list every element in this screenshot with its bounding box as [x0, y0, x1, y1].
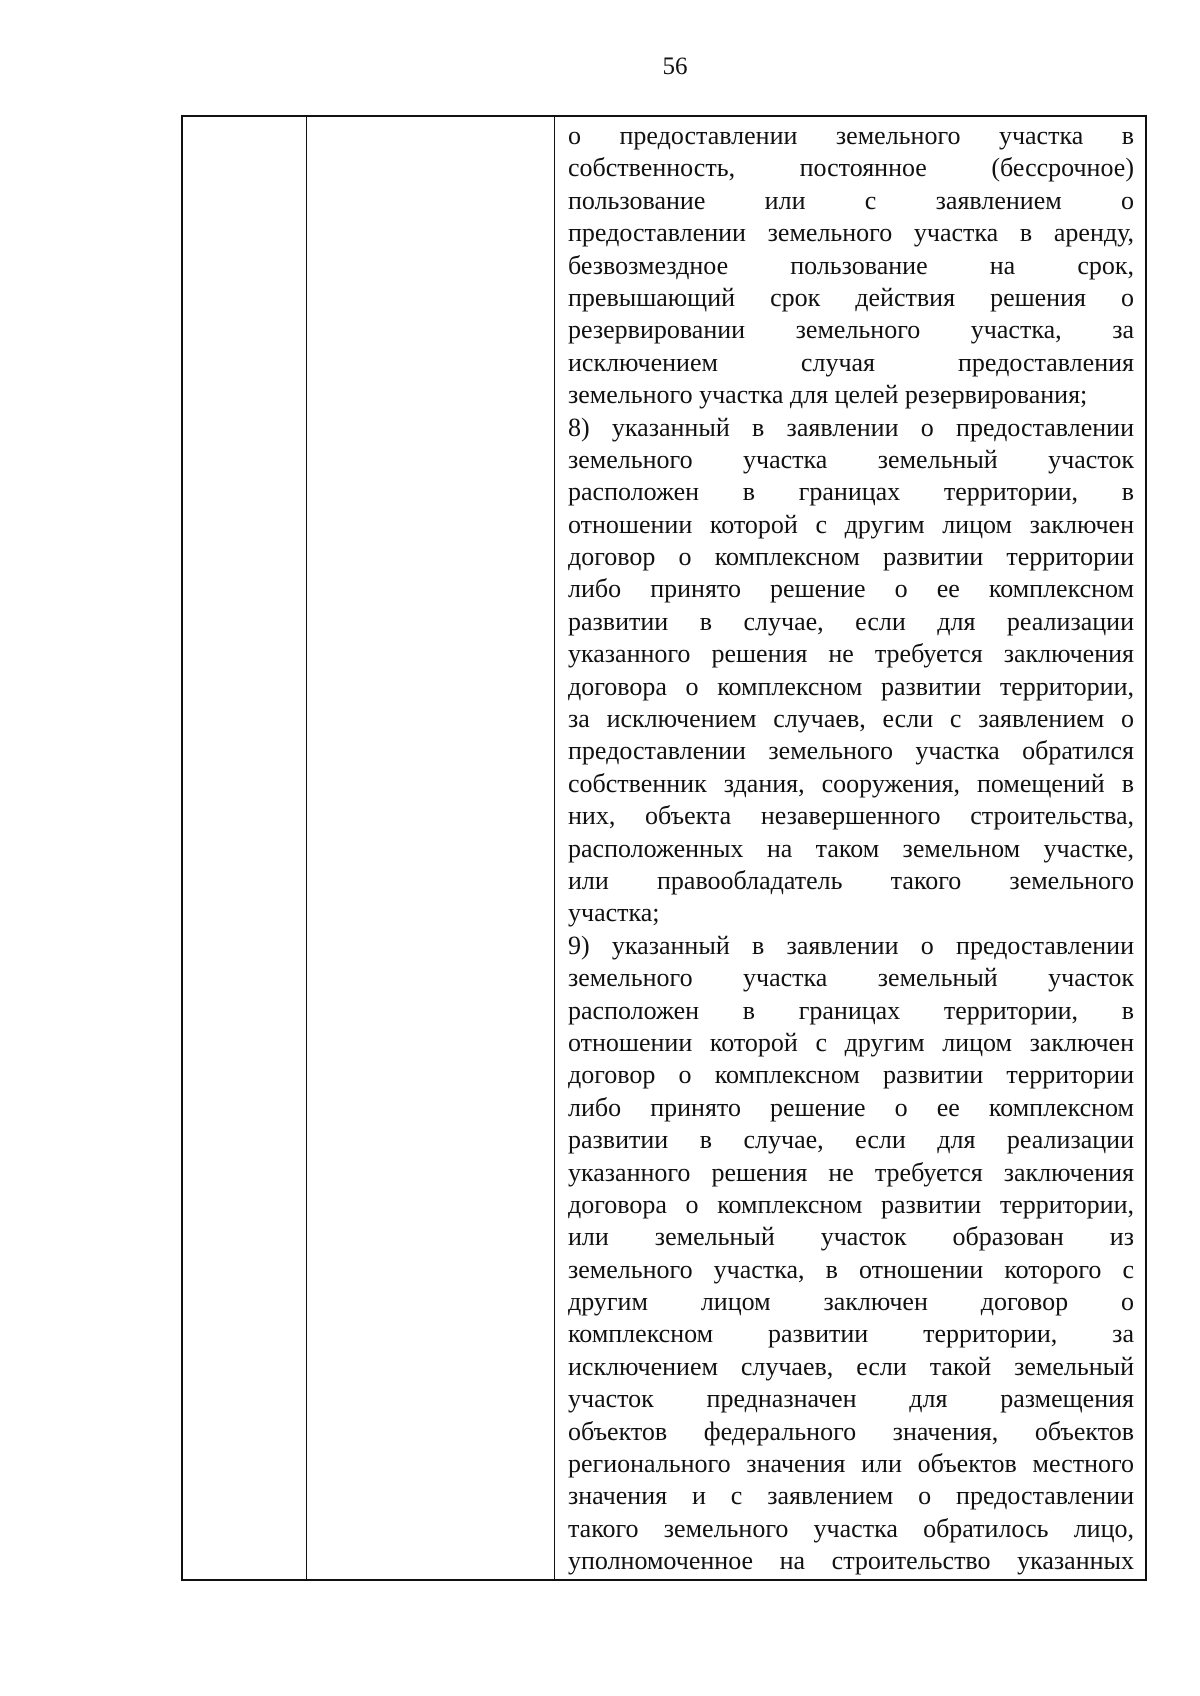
- text-line: участка;: [568, 898, 660, 928]
- text-line: развитии в случае, если для реализации: [568, 606, 1134, 636]
- text-line: земельного участка для целей резервирования;: [568, 380, 1088, 410]
- text-line: такого земельного участка обратилось лицо,: [568, 1513, 1134, 1543]
- text-line: договор о комплексном развитии территории: [568, 542, 1134, 572]
- table-column-3-text: [556, 117, 1145, 1579]
- text-line: 9) указанный в заявлении о предоставлении: [568, 930, 1134, 960]
- text-line: о предоставлении земельного участка в: [568, 121, 1134, 150]
- text-line: договора о комплексном развитии территории,: [568, 671, 1134, 701]
- text-line: или правообладатель такого земельного: [568, 865, 1134, 895]
- text-line: отношении которой с другим лицом заключен: [568, 509, 1134, 539]
- text-line: земельного участка земельный участок: [568, 963, 1134, 993]
- text-line: либо принято решение о ее комплексном: [568, 1092, 1134, 1122]
- text-line: комплексном развитии территории, за: [568, 1319, 1134, 1349]
- text-line: них, объекта незавершенного строительства,: [568, 801, 1134, 831]
- document-table: [181, 115, 1147, 1581]
- text-line: исключением случаев, если такой земельный: [568, 1351, 1134, 1381]
- text-line: указанного решения не требуется заключения: [568, 1157, 1134, 1187]
- text-line: собственность, постоянное (бессрочное): [568, 153, 1134, 183]
- text-line: пользование или с заявлением о: [568, 185, 1134, 215]
- text-line: земельного участка земельный участок: [568, 444, 1134, 474]
- text-line: расположенных на таком земельном участке,: [568, 833, 1134, 863]
- text-line: собственник здания, сооружения, помещений в: [568, 768, 1134, 798]
- table-column-2: [306, 117, 555, 1579]
- text-line: договора о комплексном развитии территории,: [568, 1189, 1134, 1219]
- text-line: земельного участка, в отношении которого с: [568, 1254, 1134, 1284]
- text-line: расположен в границах территории, в: [568, 995, 1134, 1025]
- page-number: 56: [662, 53, 688, 80]
- table-column-1: [183, 117, 307, 1579]
- text-line: превышающий срок действия решения о: [568, 282, 1134, 312]
- text-line: или земельный участок образован из: [568, 1222, 1134, 1252]
- text-line: 8) указанный в заявлении о предоставлении: [568, 412, 1134, 442]
- text-line: резервировании земельного участка, за: [568, 315, 1134, 345]
- text-line: другим лицом заключен договор о: [568, 1287, 1134, 1317]
- text-line: отношении которой с другим лицом заключен: [568, 1027, 1134, 1057]
- text-line: расположен в границах территории, в: [568, 477, 1134, 507]
- text-line: регионального значения или объектов местного: [568, 1449, 1134, 1479]
- text-line: предоставлении земельного участка обратился: [568, 736, 1134, 766]
- text-line: исключением случая предоставления: [568, 347, 1134, 377]
- text-line: за исключением случаев, если с заявлением о: [568, 704, 1134, 734]
- text-line: либо принято решение о ее комплексном: [568, 574, 1134, 604]
- text-line: безвозмездное пользование на срок,: [568, 250, 1134, 280]
- text-line: уполномоченное на строительство указанных: [568, 1546, 1134, 1576]
- text-line: предоставлении земельного участка в аренду,: [568, 218, 1134, 248]
- text-line: значения и с заявлением о предоставлении: [568, 1481, 1134, 1511]
- text-line: участок предназначен для размещения: [568, 1384, 1134, 1414]
- text-line: развитии в случае, если для реализации: [568, 1125, 1134, 1155]
- text-line: договор о комплексном развитии территории: [568, 1060, 1134, 1090]
- text-line: указанного решения не требуется заключения: [568, 639, 1134, 669]
- text-line: объектов федерального значения, объектов: [568, 1416, 1134, 1446]
